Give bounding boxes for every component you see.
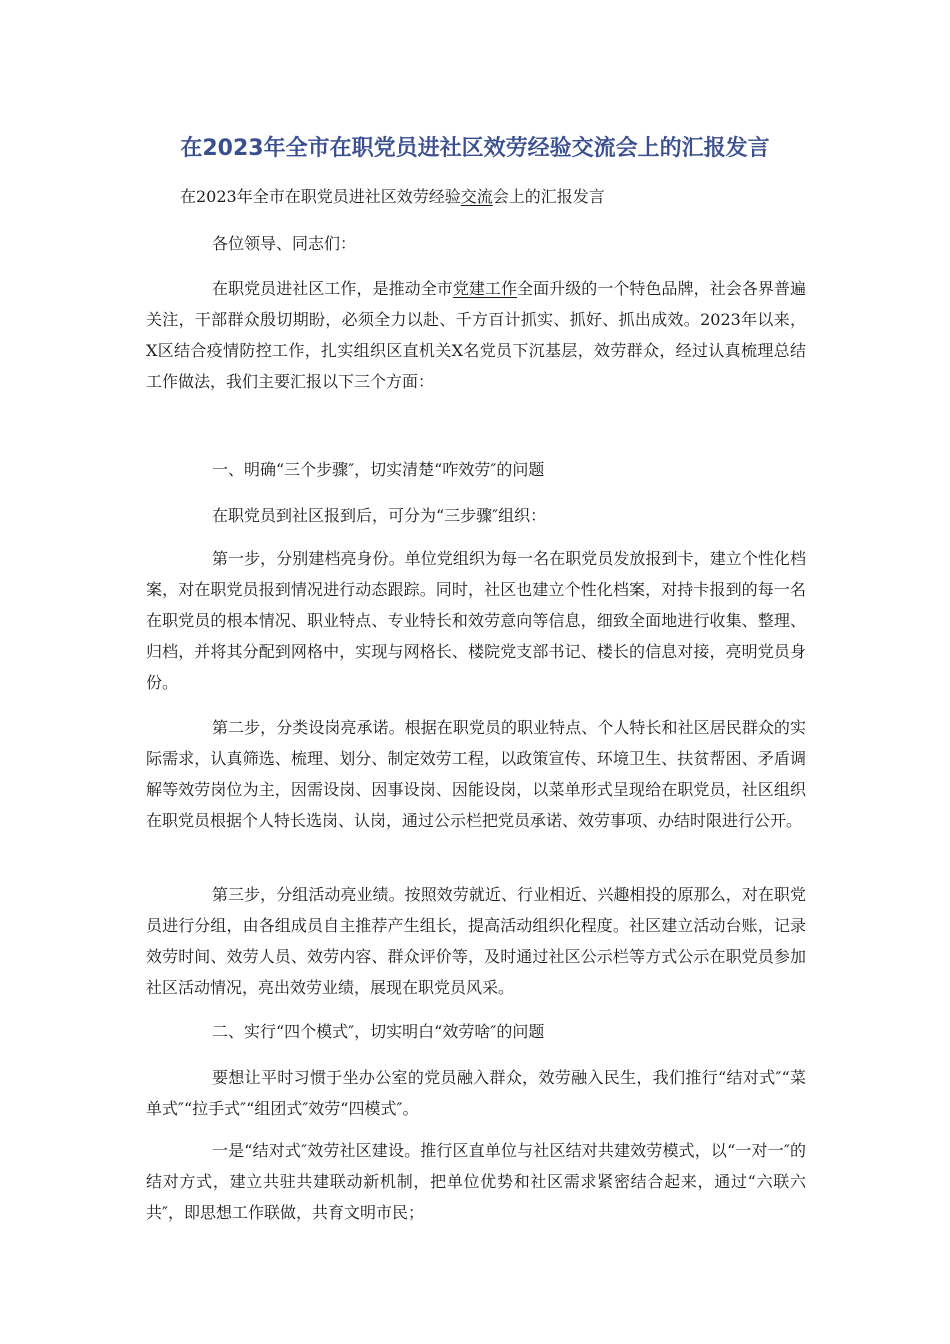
intro-text-post: 全面升级的一个特色品牌，社会各界普遍关注，干部群众殷切期盼，必须全力以赴、千方百计抓实、抓好、抓出成效。2023年以来，X区结合疫情防控工作，扎实组织区直机关X名党员下沉基层，效劳群众，经过认真梳理总结工作做法，我们主要汇报以下三个方面： bbox=[146, 279, 806, 391]
subtitle-text-pre: 在2023年全市在职党员进社区效劳经验 bbox=[180, 187, 461, 206]
document-title: 在2023年全市在职党员进社区效劳经验交流会上的汇报发言 bbox=[180, 136, 770, 161]
section-1-intro: 在职党员到社区报到后，可分为“三步骤″组织： bbox=[212, 506, 547, 525]
mode-1-paragraph: 一是“结对式″效劳社区建设。推行区直单位与社区结对共建效劳模式，以“一对一″的结对方式，建立共驻共建联动新机制，把单位优势和社区需求紧密结合起来，通过“六联六共″，即思想工作联做，共育文明市民； bbox=[146, 1141, 806, 1222]
intro-text-pre: 在职党员进社区工作，是推动全市 bbox=[212, 279, 453, 298]
intro-link[interactable]: 党建工作 bbox=[452, 279, 518, 298]
step-2-paragraph: 第二步，分类设岗亮承诺。根据在职党员的职业特点、个人特长和社区居民群众的实际需求，认真筛选、梳理、划分、制定效劳工程，以政策宣传、环境卫生、扶贫帮困、矛盾调解等效劳岗位为主，因需设岗、因事设岗、因能设岗，以菜单形式呈现给在职党员，社区组织在职党员根据个人特长选岗、认岗，通过公示栏把党员承诺、效劳事项、办结时限进行公开。 bbox=[146, 718, 806, 830]
section-2-heading: 二、实行“四个模式″，切实明白“效劳啥″的问题 bbox=[212, 1022, 545, 1041]
section-2-intro: 要想让平时习惯于坐办公室的党员融入群众，效劳融入民生，我们推行“结对式″“菜单式″“拉手式″“组团式″效劳“四模式″。 bbox=[146, 1068, 806, 1118]
intro-paragraph bbox=[146, 273, 806, 397]
subtitle-text-post: 会上的汇报发言 bbox=[492, 187, 605, 206]
section-1-heading: 一、明确“三个步骤″，切实清楚“咋效劳″的问题 bbox=[212, 460, 545, 479]
document-subtitle bbox=[146, 181, 806, 212]
step-3-paragraph: 第三步，分组活动亮业绩。按照效劳就近、行业相近、兴趣相投的原那么，对在职党员进行分组，由各组成员自主推荐产生组长，提高活动组织化程度。社区建立活动台账，记录效劳时间、效劳人员、效劳内容、群众评价等，及时通过社区公示栏等方式公示在职党员参加社区活动情况，亮出效劳业绩，展现在职党员风采。 bbox=[146, 885, 806, 997]
subtitle-link[interactable]: 交流 bbox=[460, 187, 493, 206]
step-1-paragraph: 第一步，分别建档亮身份。单位党组织为每一名在职党员发放报到卡，建立个性化档案，对在职党员报到情况进行动态跟踪。同时，社区也建立个性化档案，对持卡报到的每一名在职党员的根本情况、职业特点、专业特长和效劳意向等信息，细致全面地进行收集、整理、归档，并将其分配到网格中，实现与网格长、楼院党支部书记、楼长的信息对接，亮明党员身份。 bbox=[146, 549, 806, 692]
greeting: 各位领导、同志们： bbox=[212, 234, 357, 253]
